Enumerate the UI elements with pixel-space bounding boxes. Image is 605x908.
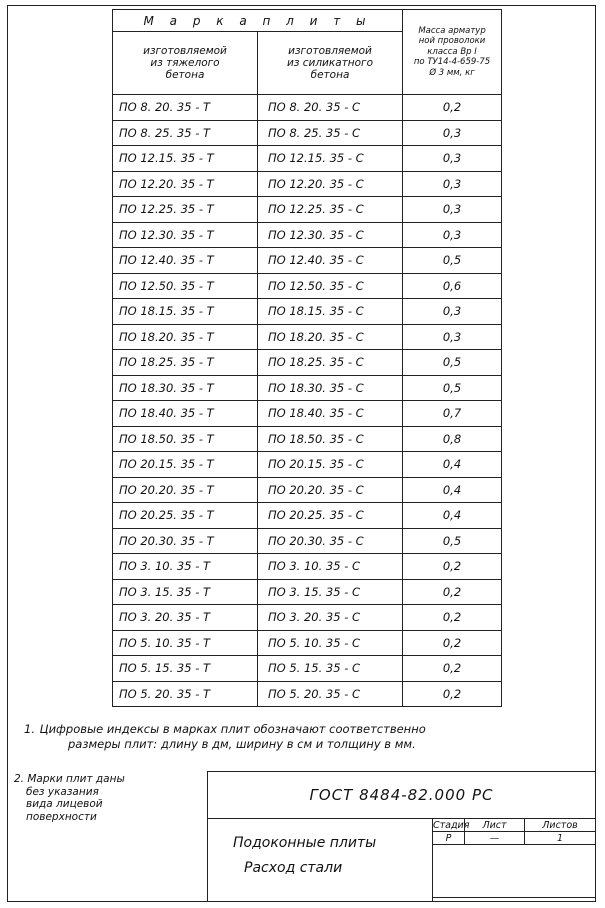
table-body [113, 95, 502, 707]
table-row [113, 656, 502, 682]
steel-mass-value: 0,2 [403, 554, 502, 580]
heavy-concrete-mark: ПО 18.15. 35 - Т [113, 299, 258, 325]
heavy-concrete-mark: ПО 18.40. 35 - Т [113, 401, 258, 427]
mass-header: Масса арматур ной проволоки класса Вр I по ТУ14-4-659-75 Ø 3 мм, кг [403, 10, 502, 95]
note-2 [14, 773, 174, 823]
note-1-line-1: Цифровые индексы в марках плит обозначают соответственно [39, 722, 426, 736]
document-code: ГОСТ 8484-82.000 РС [208, 772, 595, 819]
table-row [113, 95, 502, 121]
silicate-concrete-mark: ПО 18.40. 35 - С [258, 401, 403, 427]
table-row [113, 477, 502, 503]
silicate-concrete-mark: ПО 20.25. 35 - С [258, 503, 403, 529]
steel-mass-value: 0,3 [403, 222, 502, 248]
steel-mass-value: 0,6 [403, 273, 502, 299]
silicate-concrete-mark: ПО 12.40. 35 - С [258, 248, 403, 274]
silicate-concrete-mark: ПО 18.50. 35 - С [258, 426, 403, 452]
silicate-concrete-mark: ПО 18.25. 35 - С [258, 350, 403, 376]
steel-mass-value: 0,5 [403, 350, 502, 376]
title-line-1: Подоконные плиты [233, 835, 377, 851]
silicate-concrete-mark: ПО 3. 10. 35 - С [258, 554, 403, 580]
title-line-2: Расход стали [244, 860, 343, 876]
heavy-concrete-mark: ПО 12.25. 35 - Т [113, 197, 258, 223]
silicate-concrete-mark: ПО 20.30. 35 - С [258, 528, 403, 554]
sheet-label: Лист [465, 819, 525, 832]
table-row [113, 273, 502, 299]
heavy-concrete-mark: ПО 20.20. 35 - Т [113, 477, 258, 503]
silicate-concrete-mark: ПО 18.30. 35 - С [258, 375, 403, 401]
steel-mass-value: 0,2 [403, 95, 502, 121]
heavy-concrete-mark: ПО 18.50. 35 - Т [113, 426, 258, 452]
silicate-concrete-mark: ПО 18.20. 35 - С [258, 324, 403, 350]
steel-mass-value: 0,3 [403, 324, 502, 350]
heavy-concrete-mark: ПО 12.20. 35 - Т [113, 171, 258, 197]
steel-mass-value: 0,2 [403, 630, 502, 656]
silicate-concrete-header: изготовляемой из силикатного бетона [258, 32, 403, 95]
steel-mass-value: 0,8 [403, 426, 502, 452]
table-row [113, 120, 502, 146]
table-row [113, 681, 502, 707]
steel-mass-value: 0,4 [403, 503, 502, 529]
heavy-concrete-mark: ПО 5. 20. 35 - Т [113, 681, 258, 707]
heavy-concrete-mark: ПО 12.40. 35 - Т [113, 248, 258, 274]
heavy-concrete-mark: ПО 20.15. 35 - Т [113, 452, 258, 478]
steel-mass-value: 0,3 [403, 120, 502, 146]
sheet-value: — [465, 832, 525, 845]
heavy-concrete-header: изготовляемой из тяжелого бетона [113, 32, 258, 95]
note-2-line: поверхности [26, 810, 97, 823]
table-row [113, 630, 502, 656]
table-row [113, 146, 502, 172]
table-row [113, 375, 502, 401]
steel-mass-value: 0,2 [403, 656, 502, 682]
sheet-info-blank [433, 845, 596, 898]
silicate-concrete-mark: ПО 20.15. 35 - С [258, 452, 403, 478]
steel-consumption-table [112, 9, 502, 707]
heavy-concrete-mark: ПО 8. 25. 35 - Т [113, 120, 258, 146]
silicate-concrete-mark: ПО 3. 20. 35 - С [258, 605, 403, 631]
silicate-concrete-mark: ПО 5. 15. 35 - С [258, 656, 403, 682]
heavy-concrete-mark: ПО 3. 15. 35 - Т [113, 579, 258, 605]
steel-mass-value: 0,2 [403, 605, 502, 631]
heavy-concrete-mark: ПО 12.15. 35 - Т [113, 146, 258, 172]
note-1-line-2: размеры плит: длину в дм, ширину в см и толщину в мм. [68, 737, 416, 751]
stage-label: Стадия [433, 819, 470, 831]
title-block [207, 771, 596, 902]
document-title [208, 818, 433, 902]
table-row [113, 452, 502, 478]
heavy-concrete-mark: ПО 18.20. 35 - Т [113, 324, 258, 350]
table-row [113, 299, 502, 325]
silicate-concrete-mark: ПО 5. 10. 35 - С [258, 630, 403, 656]
marka-header: М а р к а п л и т ы [113, 10, 403, 32]
table-row [113, 197, 502, 223]
table-row [113, 350, 502, 376]
silicate-concrete-mark: ПО 12.15. 35 - С [258, 146, 403, 172]
sheets-label: Листов [525, 819, 596, 832]
table-row [113, 401, 502, 427]
silicate-concrete-mark: ПО 5. 20. 35 - С [258, 681, 403, 707]
heavy-concrete-mark: ПО 5. 10. 35 - Т [113, 630, 258, 656]
table-row [113, 528, 502, 554]
sheets-value: 1 [525, 832, 596, 845]
heavy-concrete-mark: ПО 18.25. 35 - Т [113, 350, 258, 376]
silicate-concrete-mark: ПО 18.15. 35 - С [258, 299, 403, 325]
steel-mass-value: 0,2 [403, 681, 502, 707]
table-row [113, 248, 502, 274]
table-row [113, 503, 502, 529]
silicate-concrete-mark: ПО 8. 25. 35 - С [258, 120, 403, 146]
silicate-concrete-mark: ПО 20.20. 35 - С [258, 477, 403, 503]
heavy-concrete-mark: ПО 3. 20. 35 - Т [113, 605, 258, 631]
steel-mass-value: 0,7 [403, 401, 502, 427]
sheet-info [432, 818, 596, 898]
note-1-number: 1. [24, 722, 35, 736]
heavy-concrete-mark: ПО 3. 10. 35 - Т [113, 554, 258, 580]
steel-mass-value: 0,3 [403, 146, 502, 172]
heavy-concrete-mark: ПО 12.50. 35 - Т [113, 273, 258, 299]
note-2-line: вида лицевой [26, 798, 103, 810]
note-2-line: Марки плит даны [27, 773, 125, 785]
table-row [113, 579, 502, 605]
steel-mass-value: 0,3 [403, 299, 502, 325]
steel-mass-value: 0,4 [403, 477, 502, 503]
heavy-concrete-mark: ПО 18.30. 35 - Т [113, 375, 258, 401]
steel-mass-value: 0,5 [403, 528, 502, 554]
heavy-concrete-mark: ПО 20.30. 35 - Т [113, 528, 258, 554]
stage-value: Р [433, 832, 465, 845]
note-2-line: без указания [26, 785, 99, 798]
steel-mass-value: 0,5 [403, 375, 502, 401]
heavy-concrete-mark: ПО 8. 20. 35 - Т [113, 95, 258, 121]
silicate-concrete-mark: ПО 8. 20. 35 - С [258, 95, 403, 121]
table-row [113, 324, 502, 350]
note-2-number: 2. [14, 773, 25, 785]
silicate-concrete-mark: ПО 12.50. 35 - С [258, 273, 403, 299]
silicate-concrete-mark: ПО 3. 15. 35 - С [258, 579, 403, 605]
heavy-concrete-mark: ПО 20.25. 35 - Т [113, 503, 258, 529]
table-row [113, 171, 502, 197]
steel-mass-value: 0,3 [403, 197, 502, 223]
heavy-concrete-mark: ПО 12.30. 35 - Т [113, 222, 258, 248]
steel-mass-value: 0,2 [403, 579, 502, 605]
table-row [113, 554, 502, 580]
silicate-concrete-mark: ПО 12.30. 35 - С [258, 222, 403, 248]
steel-mass-value: 0,5 [403, 248, 502, 274]
table-row [113, 222, 502, 248]
note-1 [24, 722, 584, 752]
steel-mass-value: 0,3 [403, 171, 502, 197]
heavy-concrete-mark: ПО 5. 15. 35 - Т [113, 656, 258, 682]
table-row [113, 426, 502, 452]
steel-mass-value: 0,4 [403, 452, 502, 478]
table-row [113, 605, 502, 631]
silicate-concrete-mark: ПО 12.25. 35 - С [258, 197, 403, 223]
silicate-concrete-mark: ПО 12.20. 35 - С [258, 171, 403, 197]
